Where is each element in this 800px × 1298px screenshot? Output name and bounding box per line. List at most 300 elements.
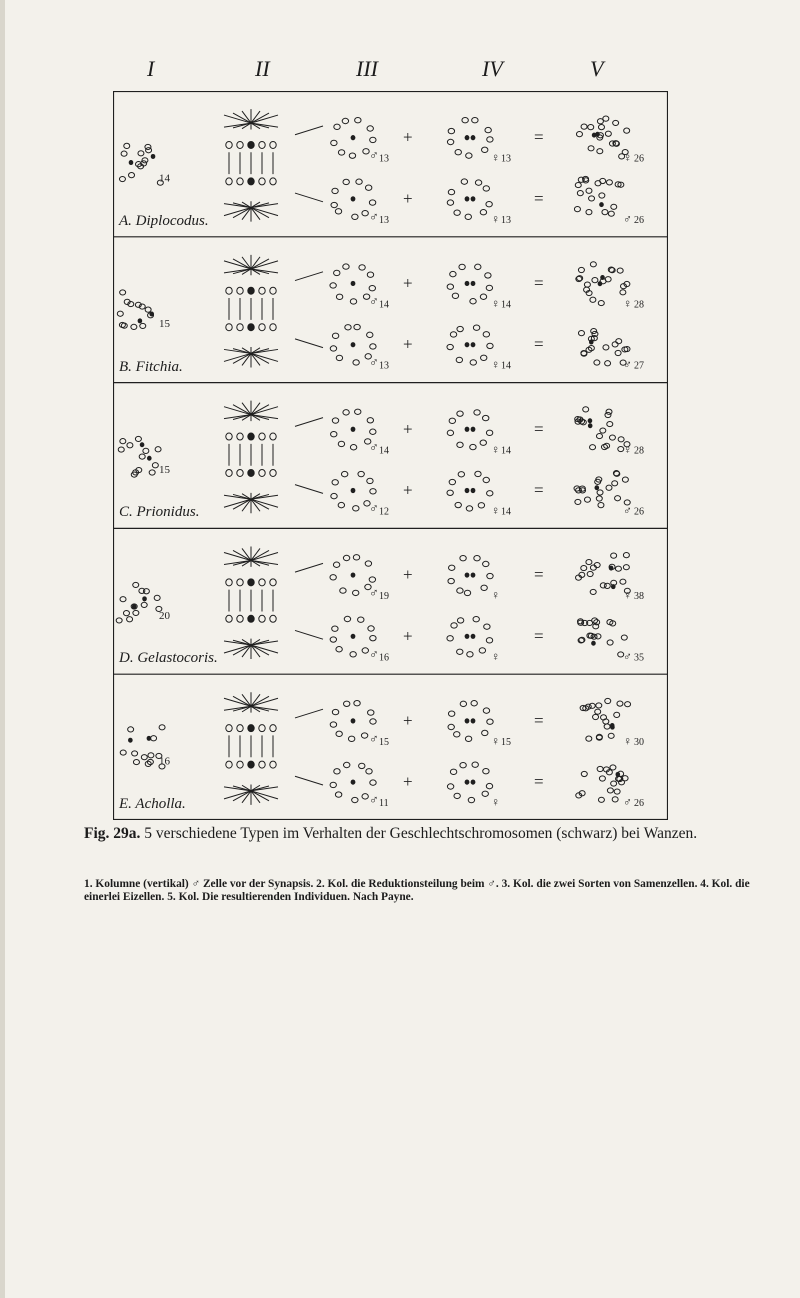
panel-5-arrow-down (295, 776, 323, 785)
panel-1-col1-chromosome (119, 176, 125, 181)
panel-1-row-2-egg-chromosome (454, 210, 460, 215)
panel-1-row-2-egg-chromosome (480, 210, 486, 215)
panel-4-row-1-result-chromosome (623, 553, 629, 558)
panel-4-row-1-result-count: 38 (634, 591, 644, 603)
panel-4-row-1-result-chromosome (620, 579, 626, 584)
panel-4-row-2-result-sex-chromosome (591, 641, 596, 646)
panel-3-row-2-sperm-chromosome (331, 493, 337, 498)
panel-3-arrow-up (295, 418, 323, 427)
panel-4-row-1-result-chromosome (586, 559, 592, 564)
panel-4-col2-chromosome (259, 579, 265, 586)
panel-4-row-2-male-count: 16 (379, 652, 389, 664)
panel-4-col1-chromosome (123, 611, 129, 616)
panel-5-row-2-egg-sex-chromosome (471, 779, 476, 784)
panel-1-row-2-sperm-chromosome (369, 200, 375, 205)
panel-4-row-1-result-sex-chromosome (611, 584, 616, 589)
panel-3-col1-sex-chromosome (147, 456, 152, 461)
panel-3-row-1-egg-chromosome (457, 411, 463, 416)
panel-3-bottom-spindle-ray (251, 499, 278, 507)
panel-1-row-2-male-symbol: ♂ (369, 208, 379, 224)
panel-4-col2-chromosome (248, 615, 254, 622)
panel-3-row-1-result-sex-chromosome (588, 418, 593, 423)
panel-3-row-2-sperm-chromosome (358, 471, 364, 476)
panel-4-row-2-female-symbol: ♀ (491, 649, 500, 664)
panel-2-row-1-egg-sex-chromosome (465, 281, 470, 286)
panel-2-row-2-egg-chromosome (473, 325, 479, 330)
panel-5-row-2-sperm-chromosome (366, 769, 372, 774)
panel-5-row-2-egg-chromosome (450, 769, 456, 774)
panel-1-row-1-sperm-chromosome (338, 150, 344, 155)
panel-1-row-1-result-chromosome (588, 125, 594, 130)
panel-3-row-1-sperm-chromosome (367, 418, 373, 423)
panel-3-row-1-result-chromosome (583, 407, 589, 412)
panel-2-row-2-result-chromosome (615, 350, 621, 355)
panel-2-row-2-sperm-chromosome (353, 360, 359, 365)
panel-1-row-1-result-chromosome (588, 146, 594, 151)
panel-5-row-2-egg-sex-chromosome (465, 779, 470, 784)
panel-4-col2-chromosome (270, 579, 276, 586)
panel-5-row-1-sperm-chromosome (361, 733, 367, 738)
chromosome-figure (113, 91, 668, 820)
panel-3-row-1-result-chromosome (609, 435, 615, 440)
panel-3-row-1-sperm-chromosome (370, 429, 376, 434)
panel-2-col2-chromosome (259, 324, 265, 331)
panel-3-row-1-result-sex-chromosome (588, 423, 593, 428)
panel-2-row-2-plus: + (403, 334, 413, 354)
panel-1-col2-chromosome (248, 178, 254, 185)
panel-1-row-2-female-count: 13 (501, 214, 511, 226)
panel-4-row-2-egg-chromosome (447, 636, 453, 641)
panel-5-row-2-sperm-chromosome (359, 763, 365, 768)
panel-3-row-1-egg-chromosome (470, 444, 476, 449)
panel-3-row-1-male-count: 14 (379, 445, 389, 457)
panel-2-row-1-egg-chromosome (447, 284, 453, 289)
panel-2-row-2-egg-chromosome (450, 332, 456, 337)
panel-4-bottom-spindle-ray (224, 645, 251, 653)
panel-5-row-1-egg-chromosome (487, 719, 493, 724)
panel-1-row-2-result-sex: ♂ (623, 211, 632, 226)
panel-3-row-1-male-symbol: ♂ (369, 439, 379, 455)
panel-3-row-1-sperm-chromosome (350, 445, 356, 450)
panel-3-row-1-egg-chromosome (474, 410, 480, 415)
panel-5-col2-chromosome (259, 761, 265, 768)
panel-3-row-2-egg-sex-chromosome (465, 488, 470, 493)
panel-2-row-1-result-chromosome (598, 300, 604, 305)
panel-1-row-1-egg-chromosome (462, 117, 468, 122)
panel-5-row-1-egg-sex-chromosome (471, 718, 476, 723)
panel-2-row-1-sperm-chromosome (343, 264, 349, 269)
panel-1-row-1-egg-chromosome (487, 137, 493, 142)
panel-1-row-1-female-symbol: ♀ (491, 150, 500, 165)
panel-5-col2-chromosome (237, 725, 243, 732)
panel-2-row-2-female-count: 14 (501, 360, 511, 372)
panel-1-row-1-sperm-sex-chromosome (351, 135, 356, 140)
panel-2-row-1-result-chromosome (590, 297, 596, 302)
panel-1-row-1-result-count: 26 (634, 153, 644, 165)
panel-1-row-1-result-chromosome (603, 116, 609, 121)
panel-4-row-1-sperm-chromosome (340, 588, 346, 593)
panel-1-row-1-sperm-chromosome (367, 126, 373, 131)
panel-5-row-2-sperm-chromosome (352, 797, 358, 802)
panel-1-row-2-male-count: 13 (379, 214, 389, 226)
panel-2-col1-sex-chromosome (138, 318, 143, 323)
panel-1-row-1-egg-chromosome (448, 128, 454, 133)
panel-3-row-2-result-sex: ♂ (623, 503, 632, 518)
panel-1-row-1-egg-chromosome (472, 117, 478, 122)
panel-3-row-1-sperm-sex-chromosome (351, 427, 356, 432)
page-edge-shadow (0, 0, 5, 1298)
panel-5-row-2-male-count: 11 (379, 798, 389, 810)
panel-2-top-spindle-ray (224, 261, 251, 269)
panel-2-col2-chromosome (248, 324, 254, 331)
panel-5-row-2-result-chromosome (597, 766, 603, 771)
panel-4-col2-chromosome (226, 615, 232, 622)
panel-5-label (119, 796, 186, 813)
panel-5-row-1-sperm-chromosome (330, 722, 336, 727)
panel-5-row-1-result-sex: ♀ (623, 733, 632, 748)
panel-3-row-2-egg-chromosome (447, 490, 453, 495)
panel-2-col1-chromosome (145, 307, 151, 312)
panel-1-col2-chromosome (270, 141, 276, 148)
panel-3-row-2-egg-chromosome (458, 472, 464, 477)
panel-4-row-1-egg-chromosome (483, 561, 489, 566)
panel-2-row-1-result-sex-chromosome (598, 281, 603, 286)
panel-4-row-2-sperm-sex-chromosome (351, 634, 356, 639)
panel-3-row-1-plus: + (403, 419, 413, 439)
panel-5-row-1-equals: = (534, 710, 544, 730)
panel-5-col2-chromosome (248, 761, 254, 768)
panel-1-row-1-result-sex: ♀ (623, 150, 632, 165)
panel-4-col2-chromosome (237, 579, 243, 586)
panel-5-row-1-egg-sex-chromosome (465, 718, 470, 723)
panel-1-row-2-result-chromosome (575, 182, 581, 187)
panel-3-col2-chromosome (259, 433, 265, 440)
figure-title: 5 verschiedene Typen im Verhalten der Geschlechtschromosomen (schwarz) bei Wanzen. (144, 825, 698, 842)
panel-5-species: Acholla. (135, 796, 186, 812)
panel-1-row-2-plus: + (403, 188, 413, 208)
panel-5-bottom-spindle-ray (224, 791, 251, 799)
panel-2-row-2-result-chromosome (616, 339, 622, 344)
panel-4-top-spindle-ray (251, 552, 278, 560)
panel-1-row-1-sperm-chromosome (331, 140, 337, 145)
panel-1-row-2-egg-chromosome (465, 214, 471, 219)
panel-5-col1-sex-chromosome (128, 738, 133, 743)
panel-5-col1-chromosome (151, 736, 157, 741)
panel-2-row-2-egg-chromosome (456, 357, 462, 362)
panel-3-row-1-egg-chromosome (480, 440, 486, 445)
panel-3-row-2-result-chromosome (606, 485, 612, 490)
panel-3-row-2-result-chromosome (615, 496, 621, 501)
panel-2-row-2-result-chromosome (612, 342, 618, 347)
panel-1-row-2-sperm-chromosome (332, 188, 338, 193)
panel-4-arrow-down (295, 630, 323, 639)
panel-1-col2-chromosome (259, 141, 265, 148)
panel-1-row-2-result-chromosome (586, 188, 592, 193)
panel-5-row-1-egg-chromosome (483, 708, 489, 713)
panel-3-col2-chromosome (226, 469, 232, 476)
panel-3-col2-chromosome (237, 469, 243, 476)
panel-2-row-2-result-sex-chromosome (589, 340, 594, 345)
panel-4-row-1-result-chromosome (604, 583, 610, 588)
panel-2-row-1-result-sex-chromosome (600, 275, 605, 280)
panel-3-row-2-result-chromosome (597, 490, 603, 495)
panel-4-row-2-sperm-chromosome (350, 652, 356, 657)
panel-3-col1-chromosome (149, 470, 155, 475)
panel-2-row-1-result-sex: ♀ (623, 296, 632, 311)
panel-5-row-2-result-sex: ♂ (623, 795, 632, 810)
panel-5-col1-chromosome (120, 750, 126, 755)
panel-4-col1-chromosome (120, 597, 126, 602)
panel-5-row-2-result-chromosome (610, 765, 616, 770)
panel-2-row-1-egg-chromosome (470, 299, 476, 304)
panel-3-row-2-sperm-chromosome (332, 480, 338, 485)
panel-5-row-2-egg-chromosome (483, 768, 489, 773)
panel-2-row-2-egg-chromosome (447, 344, 453, 349)
panel-4-row-2-sperm-chromosome (370, 635, 376, 640)
panel-4-row-1-egg-sex-chromosome (465, 572, 470, 577)
panel-3-col1-chromosome (127, 443, 133, 448)
panel-5-col1-chromosome (133, 759, 139, 764)
panel-3-row-2-result-chromosome (598, 503, 604, 508)
panel-4-row-1-sperm-chromosome (343, 555, 349, 560)
panel-1-row-1-sperm-chromosome (355, 117, 361, 122)
panel-2-row-1-plus: + (403, 273, 413, 293)
panel-3-row-1-egg-sex-chromosome (471, 427, 476, 432)
panel-2-row-2-result-count: 27 (634, 360, 644, 372)
panel-1-row-2-result-chromosome (599, 193, 605, 198)
panel-2-row-2-sperm-chromosome (367, 332, 373, 337)
panel-4-row-2-egg-chromosome (484, 624, 490, 629)
panel-2-row-2-egg-sex-chromosome (465, 342, 470, 347)
panel-4-col1-chromosome (133, 610, 139, 615)
panel-4-row-1-result-sex: ♀ (623, 588, 632, 603)
panel-5-row-1-sperm-chromosome (336, 731, 342, 736)
panel-2-col2-chromosome (248, 287, 254, 294)
panel-1-col1-number: 14 (159, 172, 170, 185)
panel-4-row-2-egg-chromosome (486, 638, 492, 643)
panel-5-row-2-result-chromosome (581, 771, 587, 776)
panel-5-row-2-sperm-chromosome (362, 794, 368, 799)
panel-2-species: Fitchia. (135, 358, 183, 375)
panel-4-row-1-egg-chromosome (464, 590, 470, 595)
panel-2-row-1-egg-sex-chromosome (471, 281, 476, 286)
panel-3-row-2-sperm-chromosome (370, 489, 376, 494)
panel-1-row-1-equals: = (534, 127, 544, 147)
panel-3-row-2-egg-chromosome (475, 471, 481, 476)
panel-5-row-2-egg-chromosome (468, 797, 474, 802)
panel-3-row-2-sperm-chromosome (353, 506, 359, 511)
panel-4-row-1-female-symbol: ♀ (491, 588, 500, 603)
panel-4-row-1-result-chromosome (587, 571, 593, 576)
panel-2-row-2-egg-chromosome (457, 326, 463, 331)
panel-4-row-2-sperm-chromosome (358, 617, 364, 622)
panel-2-row-2-sperm-chromosome (370, 344, 376, 349)
panel-5-arrow-up (295, 709, 323, 718)
figure-caption (84, 824, 724, 843)
panel-4-label (119, 650, 218, 667)
panel-2-row-1-sperm-chromosome (350, 299, 356, 304)
panel-5-row-1-result-chromosome (605, 698, 611, 703)
panel-5-col2-chromosome (226, 761, 232, 768)
panel-3-row-2-egg-chromosome (466, 506, 472, 511)
panel-4-row-1-male-count: 19 (379, 591, 389, 603)
panel-5-row-2-sperm-chromosome (335, 792, 341, 797)
panel-3-col1-chromosome (120, 439, 126, 444)
panel-3-row-1-result-sex: ♀ (623, 442, 632, 457)
panel-1-row-1-result-chromosome (598, 124, 604, 129)
panel-5-row-1-egg-chromosome (482, 730, 488, 735)
panel-3-top-spindle-ray (224, 407, 251, 415)
panel-2-row-1-sperm-chromosome (369, 285, 375, 290)
panel-4-row-2-egg-chromosome (467, 652, 473, 657)
panel-1-row-2-egg-sex-chromosome (465, 196, 470, 201)
panel-1-col1-chromosome (124, 143, 130, 148)
panel-3-arrow-down (295, 485, 323, 494)
panel-5-row-1-result-chromosome (595, 709, 601, 714)
panel-4-row-1-sperm-chromosome (330, 575, 336, 580)
panel-3-row-1-female-count: 14 (501, 445, 511, 457)
panel-4-row-1-result-chromosome (615, 566, 621, 571)
panel-1-arrow-up (295, 126, 323, 135)
panel-3-row-1-result-chromosome (601, 444, 607, 449)
panel-1-row-1-result-chromosome (613, 120, 619, 125)
panel-1-row-1-female-count: 13 (501, 153, 511, 165)
panel-2-row-2-sperm-chromosome (336, 355, 342, 360)
panel-5-row-2-egg-chromosome (482, 791, 488, 796)
panel-2-row-1-result-chromosome (592, 278, 598, 283)
panel-4-arrow-up (295, 563, 323, 572)
panel-3-row-1-result-chromosome (605, 412, 611, 417)
panel-2-row-2-sperm-chromosome (345, 325, 351, 330)
panel-1-col2-chromosome (226, 178, 232, 185)
panel-1-row-2-egg-chromosome (447, 200, 453, 205)
panel-1-col1-sex-chromosome (151, 154, 156, 159)
panel-4-row-2-egg-chromosome (479, 648, 485, 653)
panel-2-col1-chromosome (140, 323, 146, 328)
panel-4-row-2-egg-sex-chromosome (465, 634, 470, 639)
panel-3-row-2-result-chromosome (612, 481, 618, 486)
panel-5-top-spindle-ray (251, 698, 278, 706)
panel-3-col2-chromosome (248, 433, 254, 440)
panel-4-row-1-result-sex-chromosome (609, 566, 614, 571)
panel-4-row-1-egg-chromosome (448, 578, 454, 583)
panel-3-row-1-result-chromosome (618, 437, 624, 442)
panel-1-row-2-result-count: 26 (634, 214, 644, 226)
panel-5-row-1-egg-chromosome (471, 701, 477, 706)
panel-2-col2-chromosome (270, 287, 276, 294)
panel-3-row-1-equals: = (534, 419, 544, 439)
panel-1-row-1-result-chromosome (624, 128, 630, 133)
panel-5-row-2-result-chromosome (611, 781, 617, 786)
panel-1-row-1-sperm-chromosome (370, 137, 376, 142)
panel-2-col2-chromosome (237, 287, 243, 294)
panel-2-bottom-spindle-ray (224, 353, 251, 361)
panel-2-row-2-egg-chromosome (481, 355, 487, 360)
panel-4-letter: D. (119, 650, 138, 667)
panel-5-row-1-egg-chromosome (460, 701, 466, 706)
panel-4-row-1-egg-chromosome (460, 555, 466, 560)
panel-1-col2-chromosome (270, 178, 276, 185)
panel-3-row-1-result-count: 28 (634, 445, 644, 457)
panel-1-row-2-sperm-chromosome (362, 211, 368, 216)
panel-1-col1-chromosome (138, 151, 144, 156)
panel-2-row-2-result-chromosome (603, 345, 609, 350)
panel-5-col1-chromosome (128, 727, 134, 732)
panel-4-row-1-result-chromosome (590, 589, 596, 594)
panel-4-row-1-result-chromosome (581, 565, 587, 570)
panel-4-row-2-result-chromosome (607, 640, 613, 645)
panel-3-col1-chromosome (155, 447, 161, 452)
panel-2-row-1-female-count: 14 (501, 299, 511, 311)
panel-4-col1-number: 20 (159, 609, 170, 622)
panel-2-row-1-egg-chromosome (480, 294, 486, 299)
panel-3-row-2-sperm-chromosome (367, 478, 373, 483)
panel-5-row-1-result-chromosome (617, 701, 623, 706)
panel-2-col2-chromosome (226, 324, 232, 331)
panel-3-row-2-result-sex-chromosome (595, 485, 600, 490)
panel-5-row-2-sperm-chromosome (330, 782, 336, 787)
panel-2-row-2-egg-sex-chromosome (471, 342, 476, 347)
panel-4-row-1-result-chromosome (623, 565, 629, 570)
panel-3-row-1-egg-chromosome (486, 430, 492, 435)
panel-2-row-1-egg-chromosome (452, 293, 458, 298)
panel-2-row-1-sperm-chromosome (334, 270, 340, 275)
panel-2-row-2-egg-chromosome (487, 343, 493, 348)
panel-4-row-1-result-chromosome (611, 553, 617, 558)
panel-3-row-1-female-symbol: ♀ (491, 442, 500, 457)
panel-4-row-2-sperm-chromosome (332, 626, 338, 631)
panel-1-row-1-result-chromosome (605, 131, 611, 136)
panel-3-col1-chromosome (143, 448, 149, 453)
panel-3-col2-chromosome (226, 433, 232, 440)
panel-4-row-1-egg-chromosome (487, 573, 493, 578)
panel-2-row-2-male-symbol: ♂ (369, 354, 379, 370)
panel-2-row-2-sperm-chromosome (332, 333, 338, 338)
panel-4-row-2-egg-chromosome (473, 616, 479, 621)
panel-2-row-2-result-sex: ♂ (623, 357, 632, 372)
panel-1-row-2-result-sex-chromosome (599, 202, 604, 207)
panel-2-row-1-sperm-chromosome (359, 265, 365, 270)
panel-5-col1-chromosome (141, 755, 147, 760)
panel-1-row-2-egg-chromosome (461, 179, 467, 184)
panel-3-row-2-sperm-chromosome (338, 502, 344, 507)
column-header-4: IV (482, 56, 503, 81)
panel-3-row-2-female-symbol: ♀ (491, 503, 500, 518)
panel-2-row-1-result-chromosome (584, 282, 590, 287)
panel-2-row-1-egg-chromosome (475, 264, 481, 269)
panel-2-col2-chromosome (259, 287, 265, 294)
panel-5-col1-chromosome (159, 725, 165, 730)
panel-4-row-1-sperm-chromosome (353, 555, 359, 560)
panel-1-col2-chromosome (237, 178, 243, 185)
panel-3-row-2-female-count: 14 (501, 506, 511, 518)
panel-5-row-1-sperm-chromosome (368, 710, 374, 715)
panel-1-row-2-result-chromosome (589, 196, 595, 201)
panel-5-row-2-result-chromosome (598, 797, 604, 802)
panel-2-row-2-result-chromosome (594, 360, 600, 365)
panel-5-row-2-result-chromosome (612, 797, 618, 802)
panel-1-row-1-sperm-chromosome (342, 118, 348, 123)
panel-4-row-1-egg-chromosome (457, 588, 463, 593)
panel-2-row-1-male-count: 14 (379, 299, 389, 311)
panel-3-bottom-spindle-ray (224, 499, 251, 507)
panel-4-col1-chromosome (127, 617, 133, 622)
panel-1-row-1-egg-chromosome (466, 153, 472, 158)
panel-4-col1-sex-chromosome (132, 604, 137, 609)
panel-5-col1-chromosome (132, 751, 138, 756)
panel-2-bottom-spindle-ray (251, 353, 278, 361)
panel-4-col1-chromosome (143, 589, 149, 594)
